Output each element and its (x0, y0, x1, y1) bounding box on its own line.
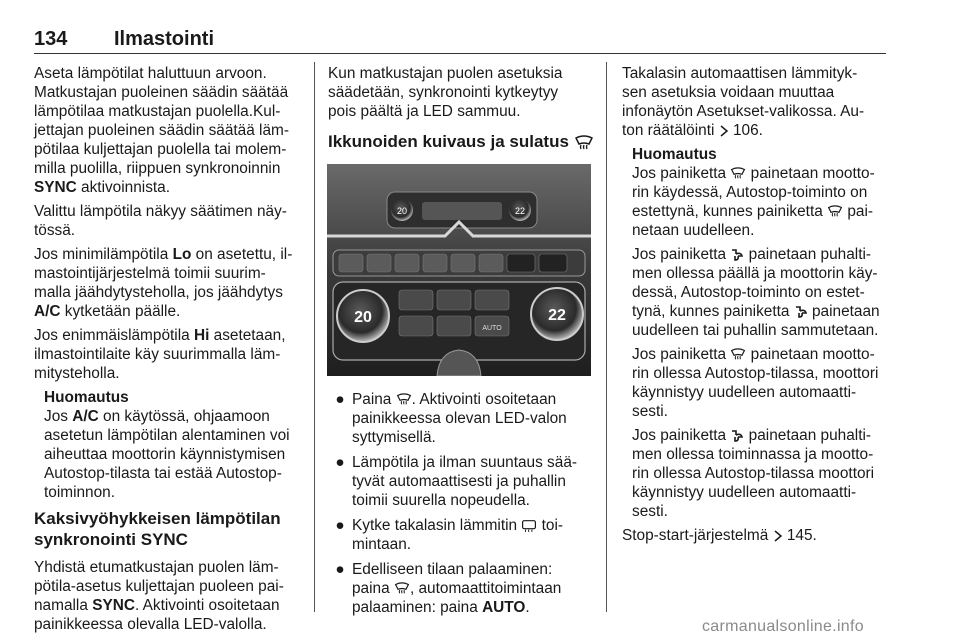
right-temp-readout: 22 (548, 307, 566, 324)
page-header (34, 28, 886, 52)
column-2-bullets (328, 390, 600, 623)
note-block-autostop: Huomautus Jos painiketta painetaan mootto- rin käydessä, Autostop-toiminto on estettynä, kunnes painiketta pai- netaan uudelleen. Jos painiketta painetaan puhalti- men ollessa päällä ja moottorin käy- dessä, Autostop-toiminto on estet- tynä, kunnes painiketta painetaan uudelleen tai puhallin sammutetaan. Jos painiketta painetaan mootto- rin ollessa Autostop-tilassa, moottori käynnistyy uudelleen automaatti- sesti. Jos painiketta painetaan puhalti- men ollessa toiminnassa ja mootto- rin ollessa Autostop-tilassa moottori käynnistyy uudelleen automaatti- sesti. (622, 145, 890, 521)
windshield-defrost-icon (574, 135, 594, 151)
windshield-defrost-icon (396, 393, 412, 406)
note-block-ac: Huomautus Jos A/C on käytössä, ohjaamoon asetetun lämpötilan alentaminen voi aiheuttaa moottorin käynnistymisen Autostop-tilasta tai estää Autostop- toiminnon. (34, 388, 306, 502)
section-heading-sync: Kaksivyöhykkeisen lämpötilan synkronointi SYNC (34, 509, 281, 549)
column-2 (328, 64, 598, 160)
page-number: 134 (34, 28, 68, 50)
watermark: carmanualsonline.info (702, 618, 864, 635)
auto-button-label: AUTO (482, 325, 502, 332)
paragraph-rear-heat-settings: Takalasin automaattisen lämmityk- sen asetuksia voidaan muuttaa infonäytön Asetukset-valikossa. Au- ton räätälöinti 106. (622, 65, 865, 139)
fan-icon (730, 248, 744, 262)
left-temp-readout: 20 (354, 309, 372, 326)
paragraph-sync: Yhdistä etumatkustajan puolen läm- pötila-asetus kuljettajan puoleen pai- namalla SYNC. Aktivointi osoitetaan painikkeessa olevalla LED-valolla. (34, 559, 284, 633)
rear-window-heat-icon (521, 519, 537, 532)
list-item: ● Kytke takalasin lämmitin toi- mintaan. (335, 517, 564, 553)
windshield-defrost-icon (394, 582, 410, 595)
chapter-title: Ilmastointi (114, 28, 215, 50)
list-item: ● Lämpötila ja ilman suuntaus sää- tyvät automaattisesti ja puhallin toimii suurella nopeudella. (335, 454, 577, 509)
windshield-defrost-icon (730, 167, 746, 180)
page-reference-icon (773, 530, 783, 542)
paragraph-temperature: Aseta lämpötilat haluttuun arvoon. Matkustajan puoleinen säädin säätää lämpötilaa matkustajan puolella.Kul- jettajan puoleinen säädin säätää läm- pötilaa kuljettajan puolella tai molem- milla puolilla, riippuen synkronoinnin SYNC aktivoinnista. (34, 65, 289, 196)
note-title: Huomautus (44, 389, 129, 406)
note-title: Huomautus (632, 146, 717, 163)
fan-icon (730, 429, 744, 443)
upper-right-temp-readout: 22 (514, 206, 526, 216)
list-item: ● Paina . Aktivointi osoitetaan painikkeessa olevan LED-valon syttymisellä. (335, 391, 567, 446)
column-1 (34, 64, 306, 639)
paragraph-stop-start-ref: Stop-start-järjestelmä 145. (622, 527, 817, 544)
paragraph-passenger: Kun matkustajan puolen asetuksia säädetään, synkronointi kytkeytyy pois päältä ja LED sammuu. (328, 65, 563, 120)
climate-control-panel-photo (327, 164, 591, 376)
section-heading-defrost: Ikkunoiden kuivaus ja sulatus (328, 131, 598, 152)
windshield-defrost-icon (730, 348, 746, 361)
column-divider-1 (314, 62, 315, 612)
fan-icon (794, 305, 808, 319)
paragraph-lo: Jos minimilämpötila Lo on asetettu, il- mastointijärjestelmä toimii suurim- malla jäähdytysteholla, jos jäähdytys A/C kytketään päälle. (34, 246, 293, 320)
paragraph-display: Valittu lämpötila näkyy säätimen näy- tössä. (34, 203, 287, 239)
column-3 (622, 64, 890, 550)
windshield-defrost-icon (827, 205, 843, 218)
column-divider-2 (606, 62, 607, 612)
header-divider (34, 53, 886, 54)
page-reference-icon (719, 125, 729, 137)
list-item: ● Edelliseen tilaan palaaminen: paina , automaattitoimintaan palaaminen: paina AUTO. (335, 561, 562, 616)
paragraph-hi: Jos enimmäislämpötila Hi asetetaan, ilmastointilaite käy suurimmalla läm- mitysteholla. (34, 327, 286, 382)
upper-left-temp-readout: 20 (396, 206, 408, 216)
